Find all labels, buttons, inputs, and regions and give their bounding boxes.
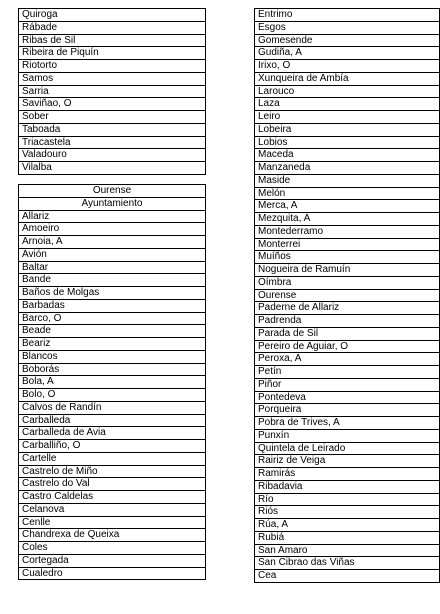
table-row: [255, 353, 440, 366]
table-row: [255, 238, 440, 251]
municipality-cell: Peroxa, A: [255, 353, 440, 366]
municipality-cell: Riotorto: [19, 60, 206, 73]
municipality-cell: Beariz: [19, 338, 206, 351]
municipality-cell: Coles: [19, 542, 206, 555]
table-row: [255, 85, 440, 98]
municipality-cell: Rairiz de Veiga: [255, 455, 440, 468]
municipality-cell: Beade: [19, 325, 206, 338]
municipality-table-right: [254, 8, 440, 583]
municipality-cell: Merca, A: [255, 200, 440, 213]
table-row: [255, 327, 440, 340]
table-row: [255, 417, 440, 430]
table-row: [19, 350, 206, 363]
table-row: [19, 503, 206, 516]
table-row: [19, 72, 206, 85]
table-row: [255, 366, 440, 379]
table-row: [255, 21, 440, 34]
municipality-cell: Monterrei: [255, 238, 440, 251]
municipality-cell: Boborás: [19, 363, 206, 376]
table-row: [255, 302, 440, 315]
municipality-cell: Petín: [255, 366, 440, 379]
table-row: [19, 123, 206, 136]
municipality-cell: Rubiá: [255, 531, 440, 544]
table-row: [255, 213, 440, 226]
municipality-cell: Ribas de Sil: [19, 34, 206, 47]
municipality-cell: Taboada: [19, 123, 206, 136]
table-row: [255, 187, 440, 200]
municipality-cell: Esgos: [255, 21, 440, 34]
table-row: [19, 149, 206, 162]
municipality-cell: Irixo, O: [255, 60, 440, 73]
table-row: [19, 465, 206, 478]
municipality-cell: Muíños: [255, 251, 440, 264]
municipality-cell: Bande: [19, 274, 206, 287]
table-row: [19, 338, 206, 351]
table-row: [255, 468, 440, 481]
table-row: [255, 111, 440, 124]
table-row: [19, 440, 206, 453]
table-row: [255, 225, 440, 238]
municipality-cell: Río: [255, 493, 440, 506]
table-row: [19, 60, 206, 73]
municipality-cell: Padrenda: [255, 315, 440, 328]
table-row: [255, 264, 440, 277]
table-row: [19, 554, 206, 567]
table-row: [19, 223, 206, 236]
table-row: [19, 389, 206, 402]
municipality-cell: Chandrexa de Queixa: [19, 529, 206, 542]
municipality-cell: Cualedro: [19, 567, 206, 580]
municipality-cell: Arnoia, A: [19, 236, 206, 249]
table-row: [255, 570, 440, 583]
municipality-cell: Amoeiro: [19, 223, 206, 236]
municipality-cell: Parada de Sil: [255, 327, 440, 340]
table-row: [255, 480, 440, 493]
municipality-cell: Punxín: [255, 429, 440, 442]
table-row: [19, 299, 206, 312]
table-row: [255, 162, 440, 175]
municipality-cell: Gomesende: [255, 34, 440, 47]
table-row: [19, 427, 206, 440]
table-row: [19, 287, 206, 300]
table-row: [255, 72, 440, 85]
table-row: [255, 60, 440, 73]
municipality-cell: Valadouro: [19, 149, 206, 162]
table-row: [19, 136, 206, 149]
table-row: [255, 391, 440, 404]
municipality-cell: Entrimo: [255, 9, 440, 22]
table-row: [19, 111, 206, 124]
table-row: [19, 261, 206, 274]
table-row: [255, 276, 440, 289]
municipality-cell: Avión: [19, 248, 206, 261]
municipality-cell: Pobra de Trives, A: [255, 417, 440, 430]
municipality-cell: Ribeira de Piquín: [19, 47, 206, 60]
table-row: [255, 149, 440, 162]
municipality-cell: Ribadavia: [255, 480, 440, 493]
municipality-cell: Melón: [255, 187, 440, 200]
municipality-cell: San Cibrao das Viñas: [255, 557, 440, 570]
table-row: [255, 531, 440, 544]
table-row: [19, 274, 206, 287]
municipality-cell: Mezquita, A: [255, 213, 440, 226]
table-row: [19, 312, 206, 325]
municipality-cell: Barbadas: [19, 299, 206, 312]
table-row: [19, 34, 206, 47]
table-row: [19, 9, 206, 22]
table-row: [255, 98, 440, 111]
municipality-cell: Castrelo de Miño: [19, 465, 206, 478]
table-row: [255, 34, 440, 47]
municipality-table-top-left: [18, 8, 206, 175]
table-row: [255, 136, 440, 149]
table-row: [19, 47, 206, 60]
municipality-cell: Triacastela: [19, 136, 206, 149]
table-row: [19, 542, 206, 555]
table-row: [255, 289, 440, 302]
municipality-cell: Sarria: [19, 85, 206, 98]
table-row: [19, 210, 206, 223]
municipality-cell: Quiroga: [19, 9, 206, 22]
table-row: [19, 85, 206, 98]
table-row: [255, 455, 440, 468]
municipality-cell: Castro Caldelas: [19, 491, 206, 504]
municipality-cell: Carballiño, O: [19, 440, 206, 453]
municipality-cell: Vilalba: [19, 162, 206, 175]
municipality-cell: Carballeda de Avia: [19, 427, 206, 440]
column-header-ayuntamiento: Ayuntamiento: [19, 197, 206, 210]
municipality-cell: Lobeira: [255, 123, 440, 136]
table-row: [255, 9, 440, 22]
municipality-cell: Castrelo do Val: [19, 478, 206, 491]
municipality-cell: Oímbra: [255, 276, 440, 289]
municipality-cell: Cenlle: [19, 516, 206, 529]
municipality-cell: Baños de Molgas: [19, 287, 206, 300]
municipality-cell: Baltar: [19, 261, 206, 274]
municipality-cell: Paderne de Allariz: [255, 302, 440, 315]
municipality-cell: Nogueira de Ramuín: [255, 264, 440, 277]
table-row: [19, 516, 206, 529]
table-row: [19, 401, 206, 414]
table-row: [19, 491, 206, 504]
municipality-cell: Bola, A: [19, 376, 206, 389]
table-row: [255, 519, 440, 532]
municipality-cell: Celanova: [19, 503, 206, 516]
municipality-cell: Cartelle: [19, 452, 206, 465]
municipality-cell: Cortegada: [19, 554, 206, 567]
municipality-cell: Ramirás: [255, 468, 440, 481]
table-row: [255, 544, 440, 557]
table-row: [19, 529, 206, 542]
table-row: [19, 236, 206, 249]
municipality-cell: Montederramo: [255, 225, 440, 238]
table-row: [19, 248, 206, 261]
municipality-cell: Laza: [255, 98, 440, 111]
table-row: [19, 452, 206, 465]
province-heading: Ourense: [19, 185, 206, 198]
table-row: [255, 429, 440, 442]
table-row: [255, 557, 440, 570]
municipality-cell: Leiro: [255, 111, 440, 124]
table-row: [255, 442, 440, 455]
table-row: [255, 378, 440, 391]
table-row: [255, 340, 440, 353]
municipality-cell: Pereiro de Aguiar, O: [255, 340, 440, 353]
table-row: [19, 325, 206, 338]
municipality-cell: Pontedeva: [255, 391, 440, 404]
column-header-row: [19, 197, 206, 210]
province-header-row: [19, 185, 206, 198]
municipality-cell: Manzaneda: [255, 162, 440, 175]
municipality-cell: Gudiña, A: [255, 47, 440, 60]
table-row: [19, 414, 206, 427]
municipality-cell: Ourense: [255, 289, 440, 302]
table-row: [255, 200, 440, 213]
municipality-cell: Maside: [255, 174, 440, 187]
table-row: [19, 162, 206, 175]
table-row: [255, 174, 440, 187]
municipality-cell: Rábade: [19, 21, 206, 34]
municipality-cell: Riós: [255, 506, 440, 519]
table-row: [19, 567, 206, 580]
municipality-cell: San Amaro: [255, 544, 440, 557]
table-row: [19, 478, 206, 491]
table-row: [19, 21, 206, 34]
table-row: [255, 251, 440, 264]
municipality-cell: Carballeda: [19, 414, 206, 427]
ourense-municipality-table: [18, 184, 206, 580]
municipality-cell: Calvos de Randín: [19, 401, 206, 414]
table-row: [255, 506, 440, 519]
table-row: [255, 493, 440, 506]
municipality-cell: Quintela de Leirado: [255, 442, 440, 455]
municipality-cell: Blancos: [19, 350, 206, 363]
municipality-cell: Bolo, O: [19, 389, 206, 402]
municipality-cell: Larouco: [255, 85, 440, 98]
municipality-cell: Piñor: [255, 378, 440, 391]
municipality-cell: Maceda: [255, 149, 440, 162]
municipality-cell: Sober: [19, 111, 206, 124]
table-row: [255, 315, 440, 328]
table-row: [19, 363, 206, 376]
municipality-cell: Rúa, A: [255, 519, 440, 532]
table-row: [19, 376, 206, 389]
table-row: [255, 404, 440, 417]
municipality-cell: Porqueira: [255, 404, 440, 417]
table-row: [19, 98, 206, 111]
municipality-cell: Cea: [255, 570, 440, 583]
table-row: [255, 47, 440, 60]
table-row: [255, 123, 440, 136]
municipality-cell: Lobios: [255, 136, 440, 149]
municipality-cell: Barco, O: [19, 312, 206, 325]
municipality-cell: Samos: [19, 72, 206, 85]
municipality-cell: Xunqueira de Ambía: [255, 72, 440, 85]
municipality-cell: Saviñao, O: [19, 98, 206, 111]
municipality-cell: Allariz: [19, 210, 206, 223]
